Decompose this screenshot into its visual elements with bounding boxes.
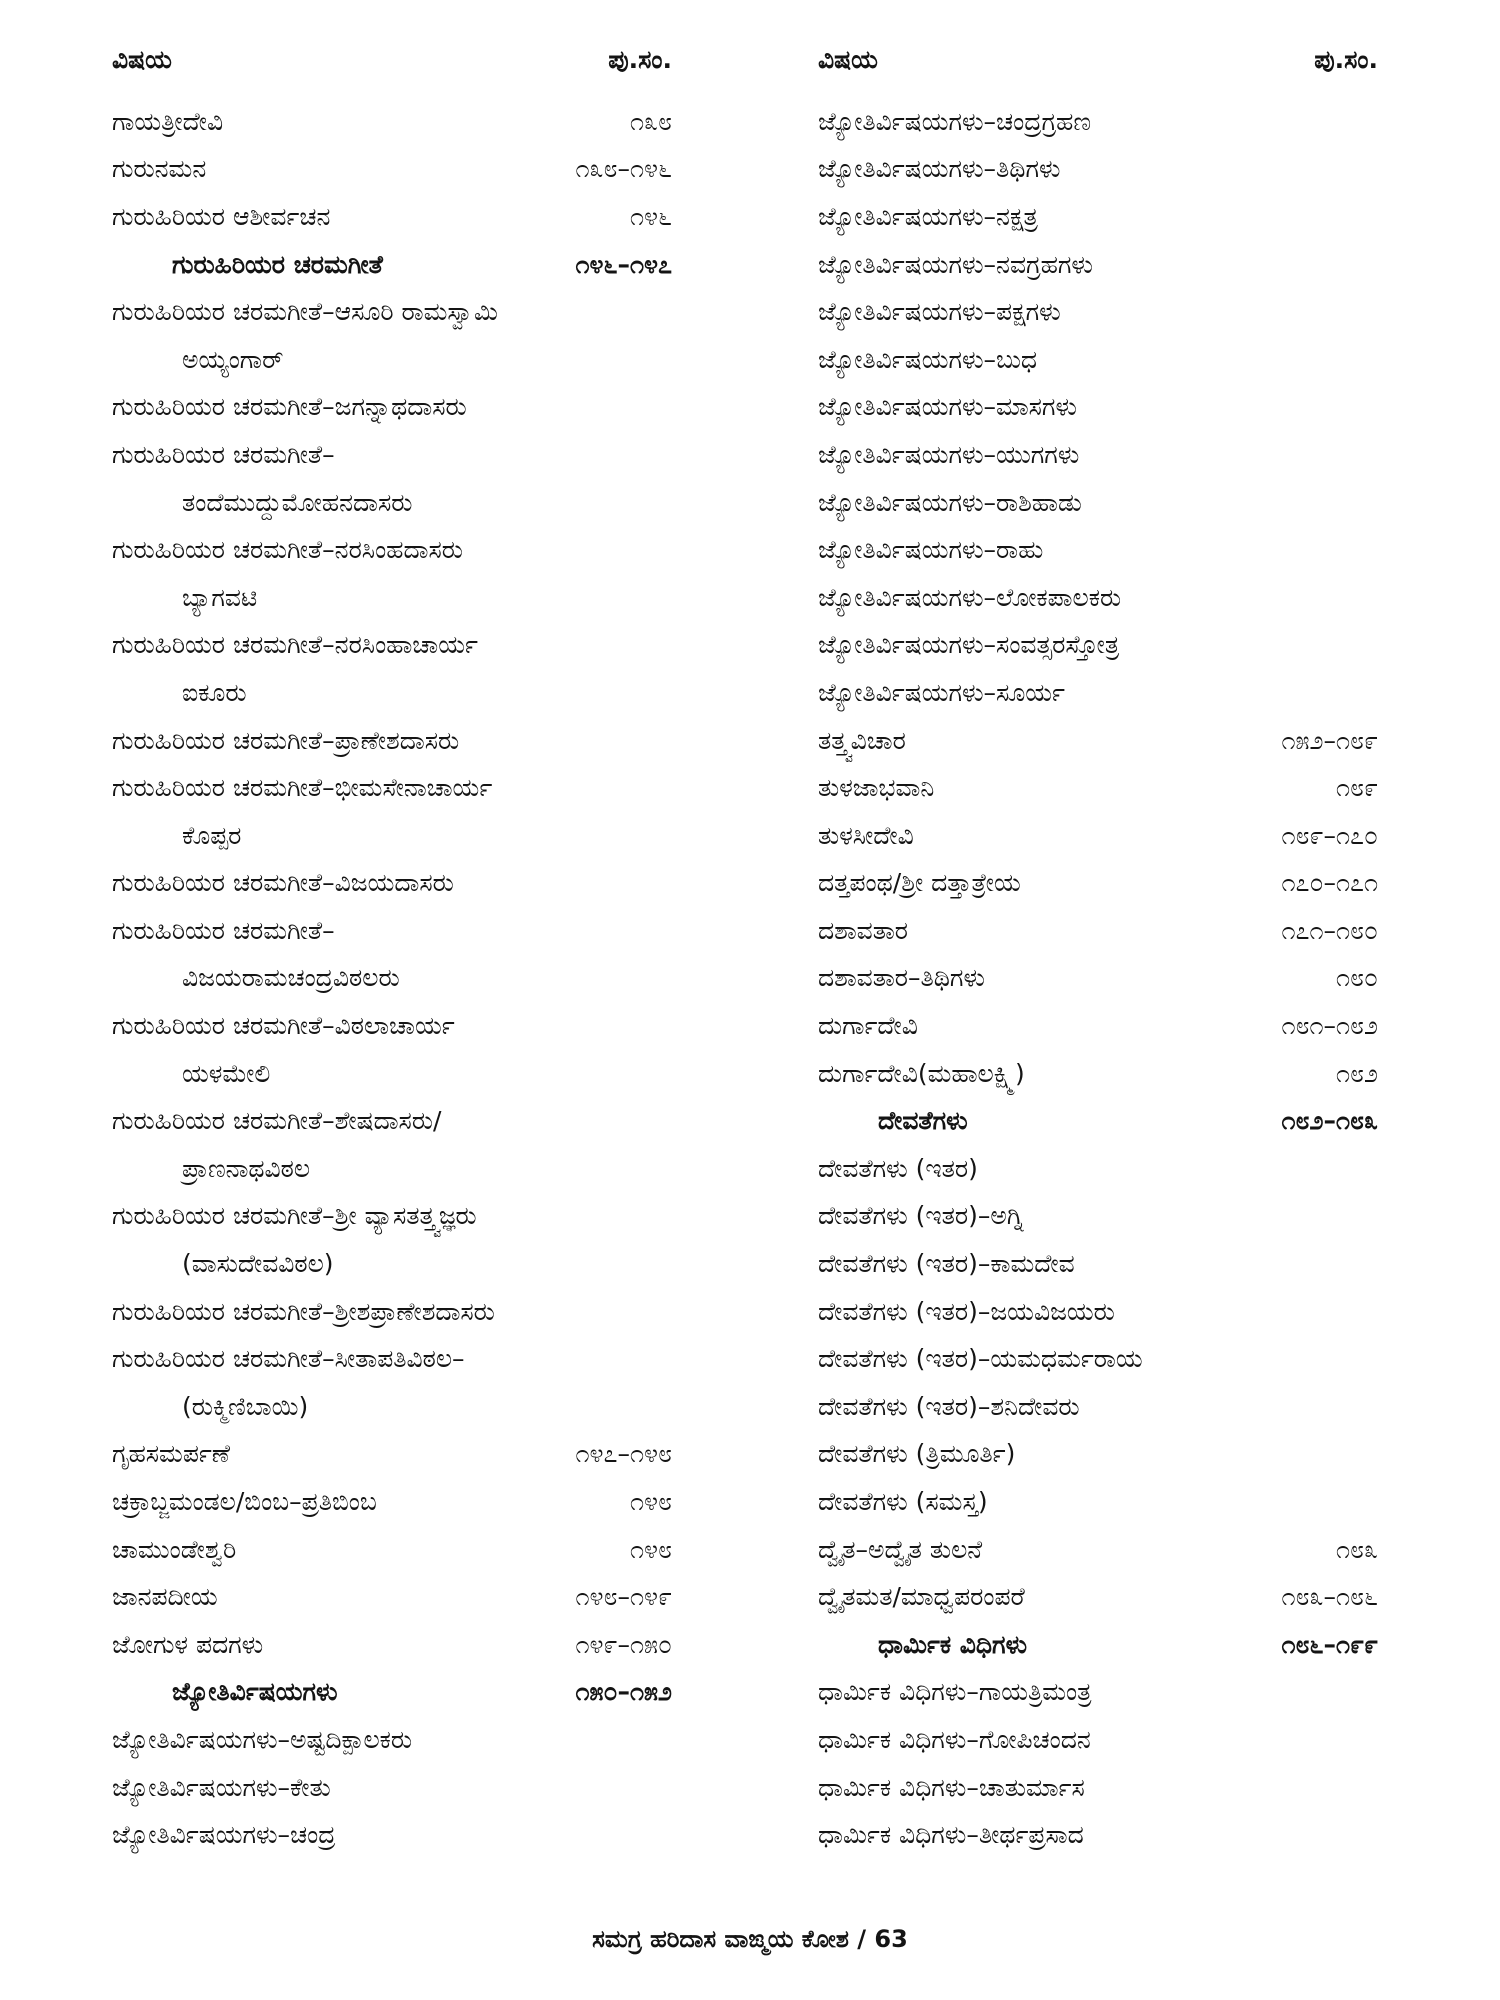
entry-term: ಜ್ಯೋತಿರ್ವಿಷಯಗಳು–ನಕ್ಷತ್ರ bbox=[818, 201, 1038, 231]
entry-page-number: ೧೫೦–೧೫೨ bbox=[575, 1677, 672, 1707]
entry-term: ವಿಜಯರಾಮಚಂದ್ರವಿಠಲರು bbox=[182, 963, 400, 993]
right-column-header bbox=[818, 36, 1378, 84]
entry-term: ತುಳಜಾಭವಾನಿ bbox=[818, 773, 935, 803]
entry-page-number: ೧೪೯–೧೫೦ bbox=[575, 1629, 672, 1659]
entry-term: ಗುರುಹಿರಿಯರ ಚರಮಗೀತೆ–ಶ್ರೀ ವ್ಯಾಸತತ್ತ್ವಜ್ಞರು bbox=[112, 1201, 477, 1231]
right-column bbox=[818, 36, 1378, 1859]
entry-term: ಜ್ಯೋತಿರ್ವಿಷಯಗಳು bbox=[172, 1677, 338, 1707]
entry-term: (ರುಕ್ಮಿಣಿಬಾಯಿ) bbox=[182, 1391, 309, 1421]
page-label: ಪು.ಸಂ. bbox=[1314, 45, 1378, 74]
subject-label: ವಿಷಯ bbox=[818, 45, 878, 74]
index-entry bbox=[818, 1573, 1378, 1621]
index-entry bbox=[818, 288, 1378, 336]
entry-page-number: ೧೭೧–೧೮೦ bbox=[1281, 915, 1378, 945]
index-entry bbox=[818, 1526, 1378, 1574]
page-footer: ಸಮಗ್ರ ಹರಿದಾಸ ವಾಙ್ಮಯ ಕೋಶ / 63 bbox=[592, 1925, 908, 1953]
index-entry bbox=[112, 1193, 672, 1241]
index-entry bbox=[818, 764, 1378, 812]
index-entry bbox=[112, 1716, 672, 1764]
entry-term: ಗುರುಹಿರಿಯರ ಚರಮಗೀತೆ–ಪ್ರಾಣೇಶದಾಸರು bbox=[112, 725, 460, 755]
entry-page-number: ೧೪೭–೧೪೮ bbox=[575, 1439, 672, 1469]
entry-term: (ವಾಸುದೇವವಿಠಲ) bbox=[182, 1249, 334, 1279]
entry-term: ಗುರುಹಿರಿಯರ ಚರಮಗೀತೆ–ಸೀತಾಪತಿವಿಠಲ– bbox=[112, 1344, 465, 1374]
entry-term: ಜ್ಯೋತಿರ್ವಿಷಯಗಳು–ಕೇತು bbox=[112, 1772, 331, 1802]
index-entry bbox=[112, 526, 672, 574]
entry-page-number: ೧೫೨–೧೮೯ bbox=[1281, 725, 1378, 755]
index-entry bbox=[112, 1478, 672, 1526]
entry-term: ಬ್ಯಾಗವಟಿ bbox=[182, 582, 258, 612]
index-entry bbox=[818, 384, 1378, 432]
entry-term: ಜ್ಯೋತಿರ್ವಿಷಯಗಳು–ರಾಹು bbox=[818, 535, 1044, 565]
index-entry bbox=[112, 907, 672, 955]
entry-term: ಗುರುಹಿರಿಯರ ಚರಮಗೀತೆ–ಭೀಮಸೇನಾಚಾರ್ಯ bbox=[112, 773, 493, 803]
index-entry bbox=[818, 669, 1378, 717]
index-entry bbox=[818, 1621, 1378, 1669]
entry-term: ಜ್ಯೋತಿರ್ವಿಷಯಗಳು–ಮಾಸಗಳು bbox=[818, 392, 1077, 422]
index-entry bbox=[818, 1478, 1378, 1526]
index-entry bbox=[818, 1145, 1378, 1193]
entry-page-number: ೧೪೬–೧೪೭ bbox=[575, 249, 672, 279]
entry-term: ದೇವತೆಗಳು (ತ್ರಿಮೂರ್ತಿ) bbox=[818, 1439, 1016, 1469]
entry-term: ಗುರುಹಿರಿಯರ ಆಶೀರ್ವಚನ bbox=[112, 201, 331, 231]
entry-term: ದ್ವೈತಮತ/ಮಾಧ್ವಪರಂಪರೆ bbox=[818, 1582, 1025, 1612]
entry-term: ಗುರುಹಿರಿಯರ ಚರಮಗೀತೆ–ಶ್ರೀಶಪ್ರಾಣೇಶದಾಸರು bbox=[112, 1296, 495, 1326]
subject-label: ವಿಷಯ bbox=[112, 45, 172, 74]
entry-term: ದೇವತೆಗಳು (ಸಮಸ್ತ) bbox=[818, 1487, 988, 1517]
entry-term: ಜ್ಯೋತಿರ್ವಿಷಯಗಳು–ಬುಧ bbox=[818, 344, 1038, 374]
index-entry bbox=[818, 1716, 1378, 1764]
page-label: ಪು.ಸಂ. bbox=[608, 45, 672, 74]
entry-term: ದ್ವೈತ–ಅದ್ವೈತ ತುಲನೆ bbox=[818, 1534, 983, 1564]
index-entry bbox=[112, 1764, 672, 1812]
entry-term: ಗುರುಹಿರಿಯರ ಚರಮಗೀತೆ–ವಿಜಯದಾಸರು bbox=[112, 868, 454, 898]
index-entry bbox=[818, 1764, 1378, 1812]
entry-term: ಗುರುಹಿರಿಯರ ಚರಮಗೀತೆ–ನರಸಿಂಹಾಚಾರ್ಯ bbox=[112, 630, 478, 660]
entry-term: ಜಾನಪದೀಯ bbox=[112, 1582, 218, 1612]
index-entry bbox=[818, 1383, 1378, 1431]
entry-term: ಚಕ್ರಾಬ್ಜಮಂಡಲ/ಬಿಂಬ–ಪ್ರತಿಬಿಂಬ bbox=[112, 1487, 377, 1517]
entry-term: ಅಯ್ಯಂಗಾರ್ bbox=[182, 344, 284, 374]
index-entry bbox=[818, 1002, 1378, 1050]
entry-page-number: ೧೪೮–೧೪೯ bbox=[575, 1582, 672, 1612]
index-entry bbox=[112, 384, 672, 432]
entry-page-number: ೧೪೮ bbox=[629, 1534, 672, 1564]
entry-term: ಜ್ಯೋತಿರ್ವಿಷಯಗಳು–ಪಕ್ಷಗಳು bbox=[818, 297, 1061, 327]
index-entry bbox=[818, 860, 1378, 908]
entry-term: ದೇವತೆಗಳು (ಇತರ)–ಶನಿದೇವರು bbox=[818, 1391, 1080, 1421]
entry-term: ಜ್ಯೋತಿರ್ವಿಷಯಗಳು–ಯುಗಗಳು bbox=[818, 439, 1080, 469]
index-entry bbox=[818, 1050, 1378, 1098]
entry-term: ಜೋಗುಳ ಪದಗಳು bbox=[112, 1629, 264, 1659]
entry-term: ಗುರುಹಿರಿಯರ ಚರಮಗೀತೆ–ಜಗನ್ನಾಥದಾಸರು bbox=[112, 392, 467, 422]
entry-term: ಧಾರ್ಮಿಕ ವಿಧಿಗಳು bbox=[878, 1629, 1028, 1659]
left-column-header bbox=[112, 36, 672, 84]
index-entry bbox=[112, 1431, 672, 1479]
entry-term: ದೇವತೆಗಳು bbox=[878, 1106, 968, 1136]
index-entry bbox=[112, 1240, 672, 1288]
index-entry bbox=[818, 1240, 1378, 1288]
index-entry bbox=[818, 431, 1378, 479]
entry-term: ತಂದೆಮುದ್ದುಮೋಹನದಾಸರು bbox=[182, 487, 413, 517]
index-entry bbox=[818, 479, 1378, 527]
entry-page-number: ೧೮೯–೧೭೦ bbox=[1281, 820, 1378, 850]
index-entry bbox=[818, 574, 1378, 622]
entry-term: ಗುರುಹಿರಿಯರ ಚರಮಗೀತೆ–ನರಸಿಂಹದಾಸರು bbox=[112, 535, 463, 565]
index-entry bbox=[112, 1050, 672, 1098]
entry-term: ಜ್ಯೋತಿರ್ವಿಷಯಗಳು–ಅಷ್ಟದಿಕ್ಪಾಲಕರು bbox=[112, 1724, 413, 1754]
index-entry bbox=[112, 98, 672, 146]
entry-page-number: ೧೪೮ bbox=[629, 1487, 672, 1517]
entry-term: ದಶಾವತಾರ bbox=[818, 915, 909, 945]
entry-term: ಗುರುನಮನ bbox=[112, 154, 207, 184]
entry-term: ದೇವತೆಗಳು (ಇತರ)–ಕಾಮದೇವ bbox=[818, 1249, 1075, 1279]
entry-term: ಧಾರ್ಮಿಕ ವಿಧಿಗಳು–ಗೋಪಿಚಂದನ bbox=[818, 1724, 1091, 1754]
entry-term: ಗುರುಹಿರಿಯರ ಚರಮಗೀತೆ– bbox=[112, 915, 335, 945]
index-entry bbox=[112, 1097, 672, 1145]
index-entry bbox=[112, 1145, 672, 1193]
entry-term: ದೇವತೆಗಳು (ಇತರ) bbox=[818, 1153, 978, 1183]
entry-term: ಯಳಮೇಲಿ bbox=[182, 1058, 271, 1088]
index-entry bbox=[112, 1335, 672, 1383]
entry-term: ಕೊಪ್ಪರ bbox=[182, 820, 242, 850]
index-entry bbox=[818, 1288, 1378, 1336]
entry-page-number: ೧೮೩ bbox=[1335, 1534, 1378, 1564]
entry-term: ದೇವತೆಗಳು (ಇತರ)–ಯಮಧರ್ಮರಾಯ bbox=[818, 1344, 1143, 1374]
index-entry bbox=[112, 764, 672, 812]
entry-term: ತುಳಸೀದೇವಿ bbox=[818, 820, 914, 850]
entry-term: ದುರ್ಗಾದೇವಿ(ಮಹಾಲಕ್ಷ್ಮಿ) bbox=[818, 1058, 1025, 1088]
index-entry bbox=[112, 1669, 672, 1717]
right-entry-list bbox=[818, 98, 1378, 1859]
index-entry bbox=[818, 1193, 1378, 1241]
left-column bbox=[112, 36, 672, 1859]
entry-term: ಗುರುಹಿರಿಯರ ಚರಮಗೀತೆ–ಶೇಷದಾಸರು/ bbox=[112, 1106, 442, 1136]
entry-term: ಧಾರ್ಮಿಕ ವಿಧಿಗಳು–ಗಾಯತ್ರಿಮಂತ್ರ bbox=[818, 1677, 1092, 1707]
index-entry bbox=[112, 336, 672, 384]
index-entry bbox=[112, 1288, 672, 1336]
entry-term: ಧಾರ್ಮಿಕ ವಿಧಿಗಳು–ಚಾತುರ್ಮಾಸ bbox=[818, 1772, 1085, 1802]
index-entry bbox=[818, 907, 1378, 955]
entry-term: ಜ್ಯೋತಿರ್ವಿಷಯಗಳು–ನವಗ್ರಹಗಳು bbox=[818, 249, 1093, 279]
entry-term: ತತ್ತ್ವವಿಚಾರ bbox=[818, 725, 906, 755]
entry-page-number: ೧೮೩–೧೮೬ bbox=[1281, 1582, 1378, 1612]
index-entry bbox=[112, 1526, 672, 1574]
entry-term: ಗುರುಹಿರಿಯರ ಚರಮಗೀತೆ bbox=[172, 249, 383, 279]
entry-term: ಜ್ಯೋತಿರ್ವಿಷಯಗಳು–ತಿಥಿಗಳು bbox=[818, 154, 1061, 184]
index-entry bbox=[112, 241, 672, 289]
entry-page-number: ೧೮೨ bbox=[1335, 1058, 1378, 1088]
entry-term: ಚಾಮುಂಡೇಶ್ವರಿ bbox=[112, 1534, 237, 1564]
index-entry bbox=[818, 812, 1378, 860]
index-entry bbox=[112, 431, 672, 479]
entry-page-number: ೧೩೮ bbox=[629, 106, 672, 136]
index-entry bbox=[818, 336, 1378, 384]
entry-term: ಜ್ಯೋತಿರ್ವಿಷಯಗಳು–ಲೋಕಪಾಲಕರು bbox=[818, 582, 1122, 612]
entry-term: ಐಕೂರು bbox=[182, 677, 247, 707]
index-entry bbox=[818, 1335, 1378, 1383]
index-entry bbox=[112, 955, 672, 1003]
entry-term: ಗಾಯತ್ರೀದೇವಿ bbox=[112, 106, 224, 136]
entry-term: ಜ್ಯೋತಿರ್ವಿಷಯಗಳು–ಚಂದ್ರಗ್ರಹಣ bbox=[818, 106, 1092, 136]
entry-term: ಪ್ರಾಣನಾಥವಿಠಲ bbox=[182, 1153, 311, 1183]
index-entry bbox=[818, 717, 1378, 765]
entry-page-number: ೧೮೯ bbox=[1335, 773, 1378, 803]
entry-term: ಜ್ಯೋತಿರ್ವಿಷಯಗಳು–ರಾಶಿಹಾಡು bbox=[818, 487, 1082, 517]
index-entry bbox=[818, 193, 1378, 241]
index-entry bbox=[112, 574, 672, 622]
index-entry bbox=[112, 1573, 672, 1621]
entry-page-number: ೧೮೨–೧೮೩ bbox=[1281, 1106, 1378, 1136]
index-entry bbox=[112, 622, 672, 670]
entry-page-number: ೧೩೮–೧೪೬ bbox=[575, 154, 672, 184]
entry-term: ಜ್ಯೋತಿರ್ವಿಷಯಗಳು–ಸೂರ್ಯ bbox=[818, 677, 1066, 707]
index-entry bbox=[818, 955, 1378, 1003]
index-entry bbox=[818, 526, 1378, 574]
index-entry bbox=[818, 98, 1378, 146]
entry-term: ದಶಾವತಾರ–ತಿಥಿಗಳು bbox=[818, 963, 985, 993]
index-entry bbox=[818, 146, 1378, 194]
index-entry bbox=[112, 1621, 672, 1669]
entry-page-number: ೧೭೦–೧೭೧ bbox=[1281, 868, 1378, 898]
entry-page-number: ೧೮೧–೧೮೨ bbox=[1281, 1011, 1378, 1041]
entry-page-number: ೧೪೬ bbox=[629, 201, 672, 231]
index-entry bbox=[112, 193, 672, 241]
entry-term: ದೇವತೆಗಳು (ಇತರ)–ಅಗ್ನಿ bbox=[818, 1201, 1024, 1231]
index-entry bbox=[818, 1431, 1378, 1479]
left-entry-list bbox=[112, 98, 672, 1859]
index-entry bbox=[112, 1383, 672, 1431]
entry-term: ಗುರುಹಿರಿಯರ ಚರಮಗೀತೆ–ವಿಠಲಾಚಾರ್ಯ bbox=[112, 1011, 455, 1041]
index-entry bbox=[112, 1811, 672, 1859]
index-entry bbox=[112, 479, 672, 527]
entry-term: ಜ್ಯೋತಿರ್ವಿಷಯಗಳು–ಚಂದ್ರ bbox=[112, 1820, 336, 1850]
entry-page-number: ೧೮೬–೧೯೯ bbox=[1281, 1629, 1378, 1659]
index-entry bbox=[818, 1669, 1378, 1717]
entry-term: ದುರ್ಗಾದೇವಿ bbox=[818, 1011, 918, 1041]
entry-term: ಜ್ಯೋತಿರ್ವಿಷಯಗಳು–ಸಂವತ್ಸರಸ್ತೋತ್ರ bbox=[818, 630, 1120, 660]
entry-term: ಗುರುಹಿರಿಯರ ಚರಮಗೀತೆ–ಆಸೂರಿ ರಾಮಸ್ವಾಮಿ bbox=[112, 297, 498, 327]
index-entry bbox=[818, 1097, 1378, 1145]
index-entry bbox=[112, 669, 672, 717]
entry-term: ದೇವತೆಗಳು (ಇತರ)–ಜಯವಿಜಯರು bbox=[818, 1296, 1115, 1326]
index-entry bbox=[112, 717, 672, 765]
index-entry bbox=[112, 288, 672, 336]
index-entry bbox=[818, 1811, 1378, 1859]
index-entry bbox=[112, 146, 672, 194]
entry-page-number: ೧೮೦ bbox=[1335, 963, 1378, 993]
entry-term: ಗುರುಹಿರಿಯರ ಚರಮಗೀತೆ– bbox=[112, 439, 335, 469]
index-entry bbox=[112, 1002, 672, 1050]
index-entry bbox=[818, 241, 1378, 289]
index-entry bbox=[112, 860, 672, 908]
entry-term: ಧಾರ್ಮಿಕ ವಿಧಿಗಳು–ತೀರ್ಥಪ್ರಸಾದ bbox=[818, 1820, 1084, 1850]
entry-term: ಗೃಹಸಮರ್ಪಣೆ bbox=[112, 1439, 231, 1469]
index-entry bbox=[818, 622, 1378, 670]
entry-term: ದತ್ತಪಂಥ/ಶ್ರೀ ದತ್ತಾತ್ರೇಯ bbox=[818, 868, 1021, 898]
index-entry bbox=[112, 812, 672, 860]
